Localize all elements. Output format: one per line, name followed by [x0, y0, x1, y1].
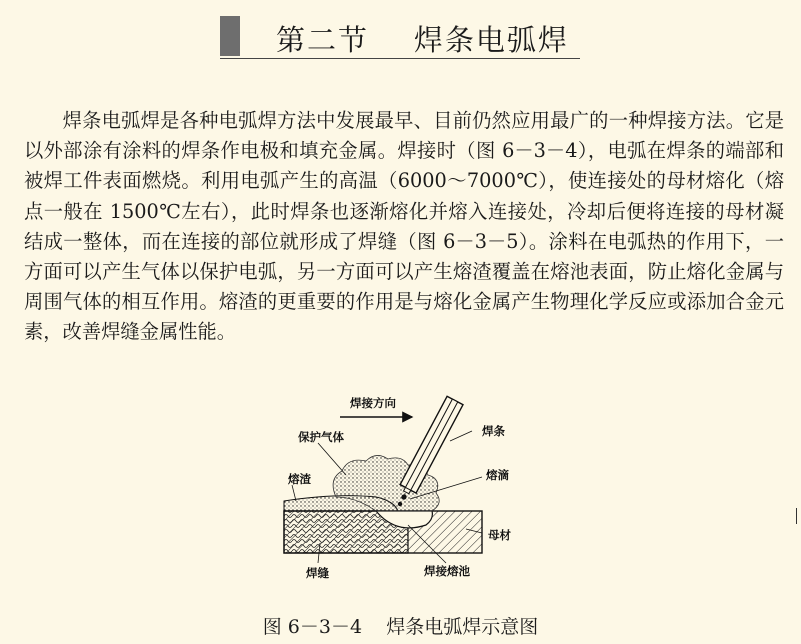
heading-marker: [220, 16, 240, 56]
section-heading: [220, 14, 580, 59]
label-weld-seam: 焊缝: [306, 566, 329, 580]
figure-caption: 图 6－3－4 焊条电弧焊示意图: [262, 616, 539, 638]
welding-diagram: [276, 393, 546, 593]
label-electrode: 焊条: [482, 424, 505, 438]
section-title: 第二节 焊条电弧焊: [276, 23, 569, 57]
body-paragraph: 焊条电弧焊是各种电弧焊方法中发展最早、目前仍然应用最广的一种焊接方法。它是以外部涂有涂料的焊条作电极和填充金属。焊接时（图 6－3－4），电弧在焊条的端部和被焊工件表面燃烧。利用电弧产生的高温（6000～7000℃），使连接处的母材熔化（熔点一般在 1500℃左右），此时焊条也逐渐熔化并熔入连接处，冷却后便将连接的母材凝结成一整体，而在连接的部位就形成了焊缝（图 6－3－5）。涂料在电弧热的作用下，一方面可以产生气体以保护电弧，另一方面可以产生熔渣覆盖在熔池表面，防止熔化金属与周围气体的相互作用。熔渣的更重要的作用是与熔化金属产生物理化学反应或添加合金元素，改善焊缝金属性能。: [24, 109, 784, 344]
label-base-metal: 母材: [488, 528, 511, 542]
label-welding-direction: 焊接方向: [350, 396, 396, 410]
droplet: [398, 502, 402, 506]
droplet: [401, 494, 406, 499]
label-shielding-gas: 保护气体: [298, 430, 344, 444]
label-droplet: 熔滴: [486, 468, 509, 482]
label-slag: 熔渣: [288, 472, 311, 486]
label-weld-pool: 焊接熔池: [424, 564, 470, 578]
page-edge-mark: [796, 508, 799, 524]
